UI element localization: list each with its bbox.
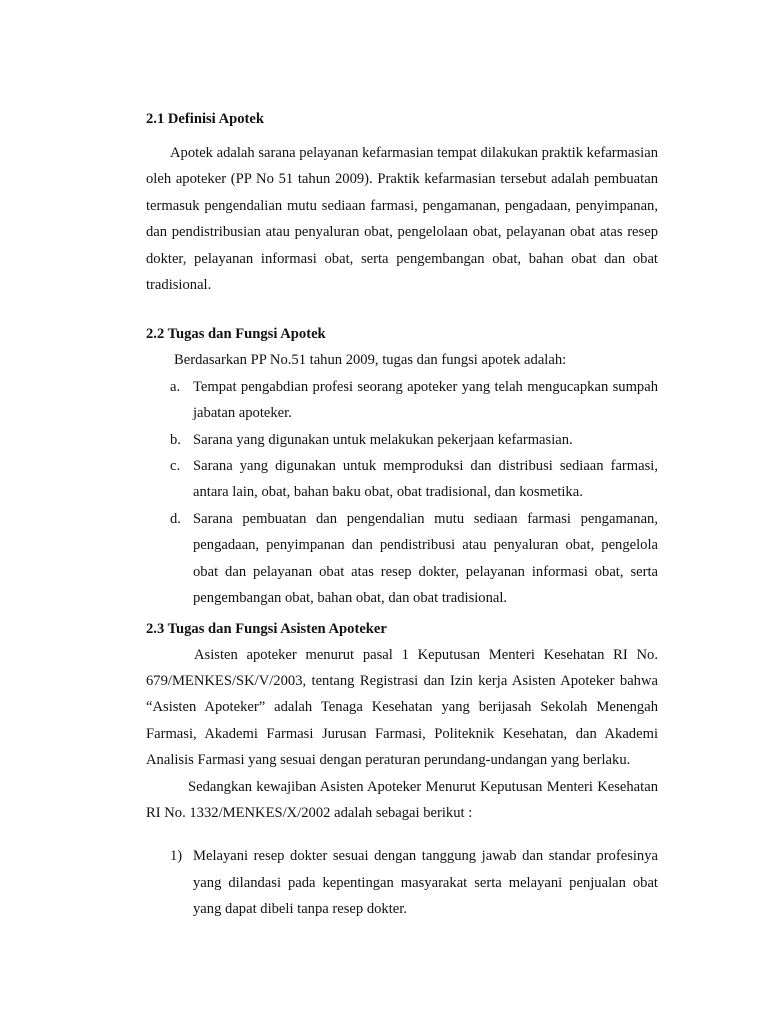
page-content <box>146 106 658 923</box>
paragraph-kewajiban-asisten-apoteker: Sedangkan kewajiban Asisten Apoteker Menurut Keputusan Menteri Kesehatan RI No. 1332/MENKES/X/2002 adalah sebagai berikut : <box>146 778 658 821</box>
list-item-text: Sarana yang digunakan untuk memproduksi dan distribusi sediaan farmasi, antara lain, obat, bahan baku obat, obat tradisional, dan kosmetika. <box>193 458 658 501</box>
list-marker: 1) <box>170 848 183 865</box>
list-item <box>146 506 658 612</box>
list-item-text: Tempat pengabdian profesi seorang apoteker yang telah mengucapkan sumpah jabatan apoteker. <box>193 378 658 422</box>
section-title-tugas-fungsi-apotek: 2.2 Tugas dan Fungsi Apotek <box>146 326 326 343</box>
paragraph-definisi-apotek: Apotek adalah sarana pelayanan kefarmasian tempat dilakukan praktik kefarmasian oleh apoteker (PP No 51 tahun 2009). Praktik kefarmasian tersebut adalah pembuatan termasuk pengendalian mutu sediaan farmasi, pengamanan, pengadaan, penyimpanan, dan pendistribusian atau penyaluran obat, pengelolaan obat, pelayanan obat atas resep dokter, pelayanan informasi obat, serta pengembangan obat, bahan obat dan obat tradisional. <box>146 145 658 294</box>
section-title-asisten-apoteker: 2.3 Tugas dan Fungsi Asisten Apoteker <box>146 620 387 637</box>
list-item <box>146 427 658 453</box>
list-item <box>146 453 658 506</box>
list-item-text: Sarana pembuatan dan pengendalian mutu sediaan farmasi pengamanan, pengadaan, penyimpanan dan pendistribusi atau penyaluran obat, pengelola obat dan pelayanan obat atas resep dokter, pelayanan informasi obat, serta pengembangan obat, bahan obat, dan obat tradisional. <box>193 510 658 607</box>
list-marker: b. <box>170 431 181 448</box>
list-item <box>146 843 658 922</box>
list-kewajiban-asisten-apoteker <box>146 843 658 922</box>
list-item-text: Melayani resep dokter sesuai dengan tanggung jawab dan standar profesinya yang dilandasi pada kepentingan masyarakat serta melayani penjualan obat yang dapat dibeli tanpa resep dokter. <box>193 848 658 918</box>
paragraph-intro-tugas-apotek: Berdasarkan PP No.51 tahun 2009, tugas dan fungsi apotek adalah: <box>174 352 567 369</box>
list-item <box>146 374 658 427</box>
list-marker: c. <box>170 458 181 475</box>
section-title-definisi-apotek: 2.1 Definisi Apotek <box>146 111 264 127</box>
list-marker: a. <box>170 378 181 395</box>
list-marker: d. <box>170 510 181 527</box>
list-item-text: Sarana yang digunakan untuk melakukan pekerjaan kefarmasian. <box>193 431 573 448</box>
paragraph-definisi-asisten-apoteker: Asisten apoteker menurut pasal 1 Keputusan Menteri Kesehatan RI No. 679/MENKES/SK/V/2003, tentang Registrasi dan Izin kerja Asisten Apoteker bahwa “Asisten Apoteker” adalah Tenaga Kesehatan yang berijasah Sekolah Menengah Farmasi, Akademi Farmasi Jurusan Farmasi, Politeknik Kesehatan, dan Akademi Analisis Farmasi yang sesuai dengan peraturan perundang-undangan yang berlaku. <box>146 646 658 769</box>
list-tugas-apotek <box>146 374 658 612</box>
